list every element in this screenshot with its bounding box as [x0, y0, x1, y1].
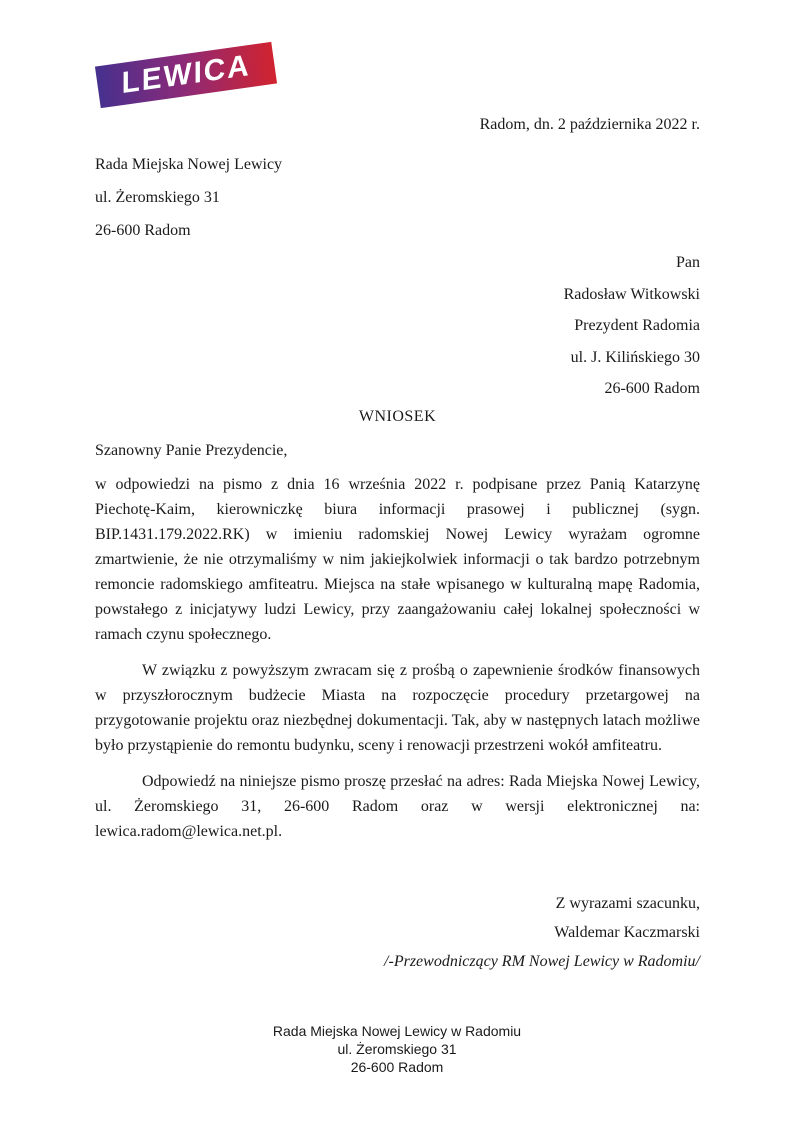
- salutation: Szanowny Panie Prezydencie,: [95, 441, 288, 459]
- recipient-line: ul. J. Kilińskiego 30: [570, 348, 700, 366]
- date-line: Radom, dn. 2 października 2022 r.: [479, 116, 700, 133]
- lewica-logo: [95, 45, 283, 103]
- document-title: WNIOSEK: [358, 407, 437, 425]
- lewica-logo-band: [95, 42, 277, 108]
- closing-block: [95, 889, 700, 976]
- recipient-line: Pan: [676, 254, 700, 271]
- recipient-line: 26-600 Radom: [604, 380, 700, 397]
- recipient-line: Prezydent Radomia: [574, 317, 700, 334]
- sender-line: Rada Miejska Nowej Lewicy: [95, 156, 283, 173]
- letter-content: [95, 45, 700, 976]
- footer-line: ul. Żeromskiego 31: [337, 1041, 457, 1057]
- sender-line: 26-600 Radom: [95, 222, 191, 239]
- body-paragraph-2: W związku z powyższym zwracam się z prośbą o zapewnienie środków finansowych w przyszłorocznym budżecie Miasta na rozpoczęcie procedury przetargowej na przygotowanie projektu oraz niezbędnej dokumentacji. Tak, aby w następnych latach możliwe było przystąpienie do remontu budynku, sceny i renowacji przestrzeni wokół amfiteatru.: [95, 661, 700, 754]
- lewica-logo-icon: LEWICA: [121, 48, 251, 101]
- recipient-address-block: [95, 247, 700, 405]
- recipient-line: Radosław Witkowski: [563, 285, 700, 303]
- footer-line: Rada Miejska Nowej Lewicy w Radomiu: [272, 1023, 522, 1039]
- footer-line: 26-600 Radom: [350, 1059, 444, 1075]
- sender-address-block: [95, 148, 700, 247]
- signature-role: /-Przewodniczący RM Nowej Lewicy w Radomiu/: [384, 952, 700, 970]
- sender-line: ul. Żeromskiego 31: [95, 189, 220, 206]
- closing-phrase: Z wyrazami szacunku,: [555, 894, 700, 912]
- letter-footer: [0, 1022, 794, 1076]
- body-paragraph-3: Odpowiedź na niniejsze pismo proszę przesłać na adres: Rada Miejska Nowej Lewicy, ul. Żeromskiego 31, 26-600 Radom oraz w wersji elektronicznej na: lewica.radom@lewica.net.pl.: [95, 772, 700, 840]
- body-paragraph-1: w odpowiedzi na pismo z dnia 16 września 2022 r. podpisane przez Panią Katarzynę Piechotę-Kaim, kierowniczkę biura informacji prasowej i publicznej (sygn. BIP.1431.179.2022.RK) w imieniu radomskiej Nowej Lewicy wyrażam ogromne zmartwienie, że nie otrzymaliśmy w nim jakiejkolwiek informacji o tak bardzo potrzebnym remoncie radomskiego amfiteatru. Miejsca na stałe wpisanego w kulturalną mapę Radomia, powstałego z inicjatywy ludzi Lewicy, przy zaangażowaniu całej lokalnej społeczności w ramach czynu społecznego.: [95, 475, 700, 643]
- signature-name: Waldemar Kaczmarski: [554, 923, 700, 941]
